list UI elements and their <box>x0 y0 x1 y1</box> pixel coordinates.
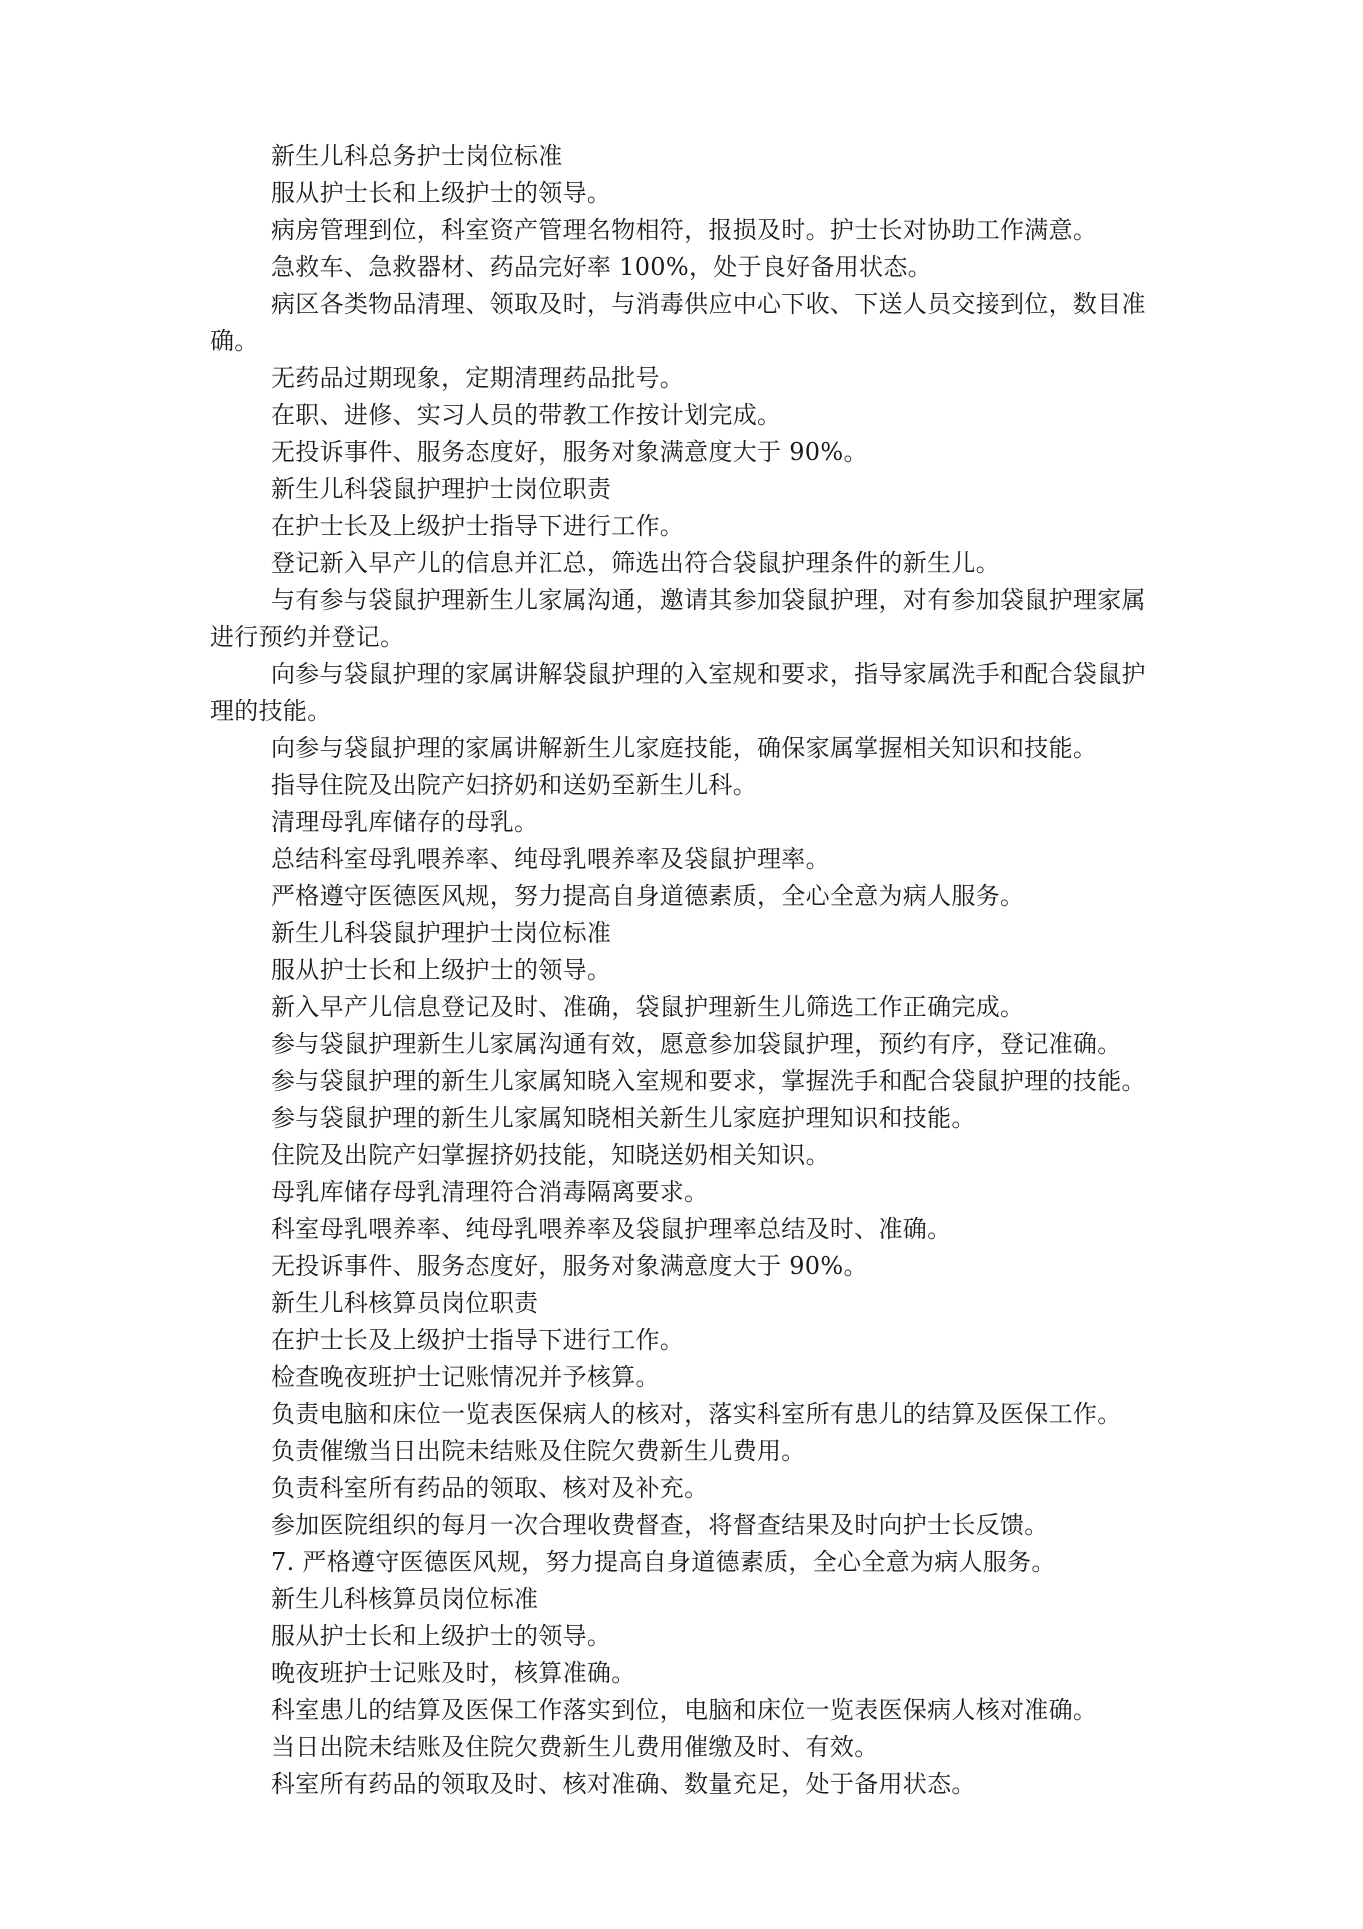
paragraph: 新入早产儿信息登记及时、准确，袋鼠护理新生儿筛选工作正确完成。 <box>271 993 1025 1021</box>
paragraph: 登记新入早产儿的信息并汇总，筛选出符合袋鼠护理条件的新生儿。 <box>271 549 1000 577</box>
paragraph: 严格遵守医德医风规，努力提高自身道德素质，全心全意为病人服务。 <box>271 882 1025 910</box>
paragraph: 参加医院组织的每月一次合理收费督查，将督查结果及时向护士长反馈。 <box>271 1511 1049 1539</box>
paragraph: 清理母乳库储存的母乳。 <box>271 808 539 836</box>
paragraph: 母乳库储存母乳清理符合消毒隔离要求。 <box>271 1178 709 1206</box>
paragraph: 与有参与袋鼠护理新生儿家属沟通，邀请其参加袋鼠护理，对有参加袋鼠护理家属进行预约并登记。 <box>210 586 1146 651</box>
paragraph: 总结科室母乳喂养率、纯母乳喂养率及袋鼠护理率。 <box>271 845 830 873</box>
heading-kangaroo-care-nurse-standard: 新生儿科袋鼠护理护士岗位标准 <box>271 919 612 947</box>
paragraph: 无药品过期现象，定期清理药品批号。 <box>271 364 685 392</box>
heading-general-affairs-nurse-standard: 新生儿科总务护士岗位标准 <box>271 142 563 170</box>
paragraph: 7. 严格遵守医德医风规，努力提高自身道德素质，全心全意为病人服务。 <box>271 1548 1056 1576</box>
heading-kangaroo-care-nurse-duties: 新生儿科袋鼠护理护士岗位职责 <box>271 475 612 503</box>
paragraph: 在护士长及上级护士指导下进行工作。 <box>271 512 685 540</box>
heading-accountant-standard: 新生儿科核算员岗位标准 <box>271 1585 539 1613</box>
paragraph: 在护士长及上级护士指导下进行工作。 <box>271 1326 685 1354</box>
paragraph: 参与袋鼠护理的新生儿家属知晓入室规和要求，掌握洗手和配合袋鼠护理的技能。 <box>271 1067 1146 1095</box>
paragraph: 晚夜班护士记账及时，核算准确。 <box>271 1659 636 1687</box>
paragraph: 负责科室所有药品的领取、核对及补充。 <box>271 1474 709 1502</box>
paragraph: 科室母乳喂养率、纯母乳喂养率及袋鼠护理率总结及时、准确。 <box>271 1215 952 1243</box>
paragraph: 服从护士长和上级护士的领导。 <box>271 1622 612 1650</box>
paragraph: 无投诉事件、服务态度好，服务对象满意度大于 90%。 <box>271 438 868 466</box>
paragraph: 向参与袋鼠护理的家属讲解袋鼠护理的入室规和要求，指导家属洗手和配合袋鼠护理的技能。 <box>210 660 1146 725</box>
paragraph: 无投诉事件、服务态度好，服务对象满意度大于 90%。 <box>271 1252 868 1280</box>
paragraph: 在职、进修、实习人员的带教工作按计划完成。 <box>271 401 782 429</box>
paragraph: 科室患儿的结算及医保工作落实到位，电脑和床位一览表医保病人核对准确。 <box>271 1696 1098 1724</box>
paragraph: 指导住院及出院产妇挤奶和送奶至新生儿科。 <box>271 771 757 799</box>
paragraph: 病区各类物品清理、领取及时，与消毒供应中心下收、下送人员交接到位，数目准确。 <box>210 290 1146 355</box>
paragraph: 向参与袋鼠护理的家属讲解新生儿家庭技能，确保家属掌握相关知识和技能。 <box>271 734 1098 762</box>
paragraph: 检查晚夜班护士记账情况并予核算。 <box>271 1363 660 1391</box>
paragraph: 参与袋鼠护理的新生儿家属知晓相关新生儿家庭护理知识和技能。 <box>271 1104 976 1132</box>
paragraph: 负责催缴当日出院未结账及住院欠费新生儿费用。 <box>271 1437 806 1465</box>
paragraph: 急救车、急救器材、药品完好率 100%，处于良好备用状态。 <box>271 253 932 281</box>
paragraph: 服从护士长和上级护士的领导。 <box>271 956 612 984</box>
paragraph: 参与袋鼠护理新生儿家属沟通有效，愿意参加袋鼠护理，预约有序，登记准确。 <box>271 1030 1122 1058</box>
paragraph: 住院及出院产妇掌握挤奶技能，知晓送奶相关知识。 <box>271 1141 830 1169</box>
document-body <box>210 138 1170 1803</box>
heading-accountant-duties: 新生儿科核算员岗位职责 <box>271 1289 539 1317</box>
paragraph: 服从护士长和上级护士的领导。 <box>271 179 612 207</box>
paragraph: 当日出院未结账及住院欠费新生儿费用催缴及时、有效。 <box>271 1733 879 1761</box>
paragraph: 科室所有药品的领取及时、核对准确、数量充足，处于备用状态。 <box>271 1770 976 1798</box>
paragraph: 病房管理到位，科室资产管理名物相符，报损及时。护士长对协助工作满意。 <box>271 216 1098 244</box>
paragraph: 负责电脑和床位一览表医保病人的核对，落实科室所有患儿的结算及医保工作。 <box>271 1400 1122 1428</box>
